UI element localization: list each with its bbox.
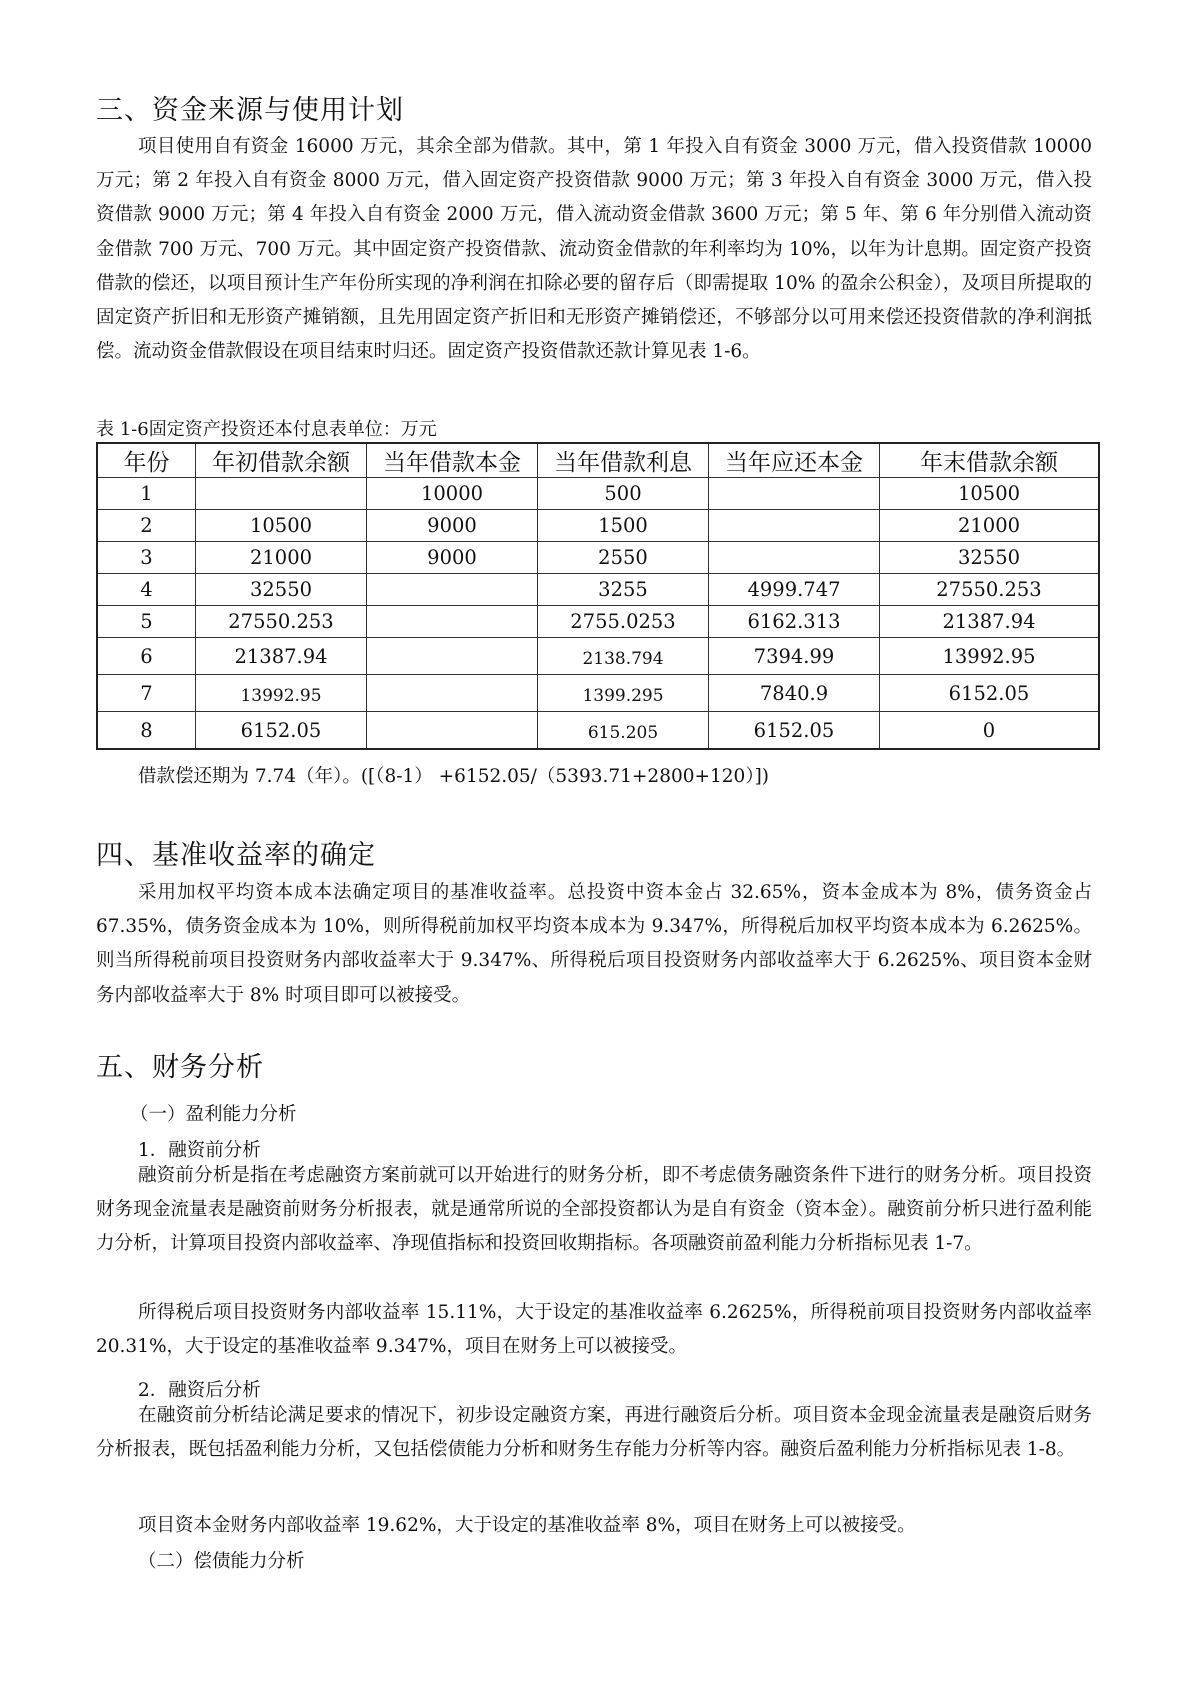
table-cell <box>367 638 538 675</box>
table-cell: 21000 <box>196 542 367 574</box>
table-cell: 7 <box>97 675 196 712</box>
table-row <box>97 510 1099 542</box>
table-cell: 7394.99 <box>709 638 880 675</box>
table-cell: 500 <box>538 478 709 510</box>
table-cell: 2550 <box>538 542 709 574</box>
table-cell: 27550.253 <box>196 606 367 638</box>
table-cell <box>367 574 538 606</box>
subheading-profitability: （一）盈利能力分析 <box>130 1104 297 1125</box>
section-3-paragraph: 项目使用自有资金 16000 万元，其余全部为借款。其中，第 1 年投入自有资金 3000 万元，借入投资借款 10000 万元；第 2 年投入自有资金 8000 万元，借入固定资产投资借款 9000 万元；第 3 年投入自有资金 3000 万元，借入投资借款 9000 万元；第 4 年投入自有资金 2000 万元，借入流动资金借款 3600 万元；第 5 年、第 6 年分别借入流动资金借款 700 万元、700 万元。其中固定资产投资借款、流动资金借款的年利率均为 10%，以年为计息期。固定资产投资借款的偿还，以项目预计生产年份所实现的净利润在扣除必要的留存后（即需提取 10% 的盈余公积金），及项目所提取的固定资产折旧和无形资产摊销额，且先用固定资产折旧和无形资产摊销偿还，不够部分以可用来偿还投资借款的净利润抵偿。流动资金借款假设在项目结束时归还。固定资产投资借款还款计算见表 1-6。 <box>96 136 1092 363</box>
table-cell: 21387.94 <box>880 606 1100 638</box>
subheading-solvency: （二）偿债能力分析 <box>138 1551 305 1572</box>
table-cell: 10500 <box>196 510 367 542</box>
table-cell <box>367 675 538 712</box>
pre-financing-paragraph: 融资前分析是指在考虑融资方案前就可以开始进行的财务分析，即不考虑债务融资条件下进行的财务分析。项目投资财务现金流量表是融资前财务分析报表，就是通常所说的全部投资都认为是自有资金（资本金）。融资前分析只进行盈利能力分析，计算项目投资内部收益率、净现值指标和投资回收期指标。各项融资前盈利能力分析指标见表 1-7。 <box>96 1165 1092 1255</box>
subheading-post-financing: 2．融资后分析 <box>138 1380 261 1401</box>
table-cell: 3255 <box>538 574 709 606</box>
table-cell: 21387.94 <box>196 638 367 675</box>
table-cell: 615.205 <box>538 712 709 750</box>
table-header-cell: 当年应还本金 <box>709 443 880 478</box>
table-cell: 6162.313 <box>709 606 880 638</box>
table-cell: 10500 <box>880 478 1100 510</box>
table-cell <box>367 712 538 750</box>
table-row <box>97 574 1099 606</box>
table-header-cell: 年末借款余额 <box>880 443 1100 478</box>
table-cell: 1 <box>97 478 196 510</box>
table-header-cell: 年份 <box>97 443 196 478</box>
table-row <box>97 606 1099 638</box>
table-header-row <box>97 443 1099 478</box>
table-cell <box>709 542 880 574</box>
table-cell: 2 <box>97 510 196 542</box>
table-cell: 5 <box>97 606 196 638</box>
table-cell: 4999.747 <box>709 574 880 606</box>
table-cell <box>709 510 880 542</box>
repayment-table <box>96 442 1100 750</box>
table-cell: 2138.794 <box>538 638 709 675</box>
table-cell: 13992.95 <box>880 638 1100 675</box>
section-3-heading: 三、资金来源与使用计划 <box>96 95 404 126</box>
table-cell: 4 <box>97 574 196 606</box>
table-cell: 6 <box>97 638 196 675</box>
table-cell: 8 <box>97 712 196 750</box>
table-cell: 21000 <box>880 510 1100 542</box>
table-header-cell: 年初借款余额 <box>196 443 367 478</box>
table-row <box>97 675 1099 712</box>
table-cell <box>367 606 538 638</box>
table-cell: 1399.295 <box>538 675 709 712</box>
section-5-heading: 五、财务分析 <box>96 1052 264 1083</box>
table-row <box>97 712 1099 750</box>
table-cell: 3 <box>97 542 196 574</box>
post-financing-paragraph: 在融资前分析结论满足要求的情况下，初步设定融资方案，再进行融资后分析。项目资本金现金流量表是融资后财务分析报表，既包括盈利能力分析，又包括偿债能力分析和财务生存能力分析等内容。融资后盈利能力分析指标见表 1-8。 <box>96 1405 1092 1461</box>
section-4-heading: 四、基准收益率的确定 <box>96 840 376 871</box>
table-cell <box>196 478 367 510</box>
table-cell <box>709 478 880 510</box>
table-cell: 32550 <box>196 574 367 606</box>
table-cell: 27550.253 <box>880 574 1100 606</box>
table-cell: 0 <box>880 712 1100 750</box>
table-caption: 表 1-6固定资产投资还本付息表单位：万元 <box>96 419 437 440</box>
post-financing-result: 项目资本金财务内部收益率 19.62%，大于设定的基准收益率 8%，项目在财务上可以被接受。 <box>138 1515 916 1536</box>
table-row <box>97 478 1099 510</box>
table-cell: 6152.05 <box>880 675 1100 712</box>
table-cell: 13992.95 <box>196 675 367 712</box>
table-cell: 10000 <box>367 478 538 510</box>
table-cell: 6152.05 <box>196 712 367 750</box>
table-cell: 1500 <box>538 510 709 542</box>
table-cell: 9000 <box>367 510 538 542</box>
table-cell: 7840.9 <box>709 675 880 712</box>
table-cell: 9000 <box>367 542 538 574</box>
table-cell: 6152.05 <box>709 712 880 750</box>
pre-financing-result-paragraph: 所得税后项目投资财务内部收益率 15.11%，大于设定的基准收益率 6.2625%，所得税前项目投资财务内部收益率 20.31%，大于设定的基准收益率 9.347%，项目在财务上可以被接受。 <box>96 1302 1092 1358</box>
subheading-pre-financing: 1．融资前分析 <box>138 1140 261 1161</box>
table-cell: 2755.0253 <box>538 606 709 638</box>
section-4-paragraph: 采用加权平均资本成本法确定项目的基准收益率。总投资中资本金占 32.65%，资本金成本为 8%，债务资金占 67.35%，债务资金成本为 10%，则所得税前加权平均资本成本为 9.347%，所得税后加权平均资本成本为 6.2625%。则当所得税前项目投资财务内部收益率大于 9.347%、所得税后项目投资财务内部收益率大于 6.2625%、项目资本金财务内部收益率大于 8% 时项目即可以被接受。 <box>96 882 1092 1006</box>
table-cell: 32550 <box>880 542 1100 574</box>
table-row <box>97 542 1099 574</box>
table-header-cell: 当年借款本金 <box>367 443 538 478</box>
table-row <box>97 638 1099 675</box>
payback-note: 借款偿还期为 7.74（年）。([（8-1） +6152.05/（5393.71+2800+120）]) <box>138 766 769 787</box>
table-header-cell: 当年借款利息 <box>538 443 709 478</box>
